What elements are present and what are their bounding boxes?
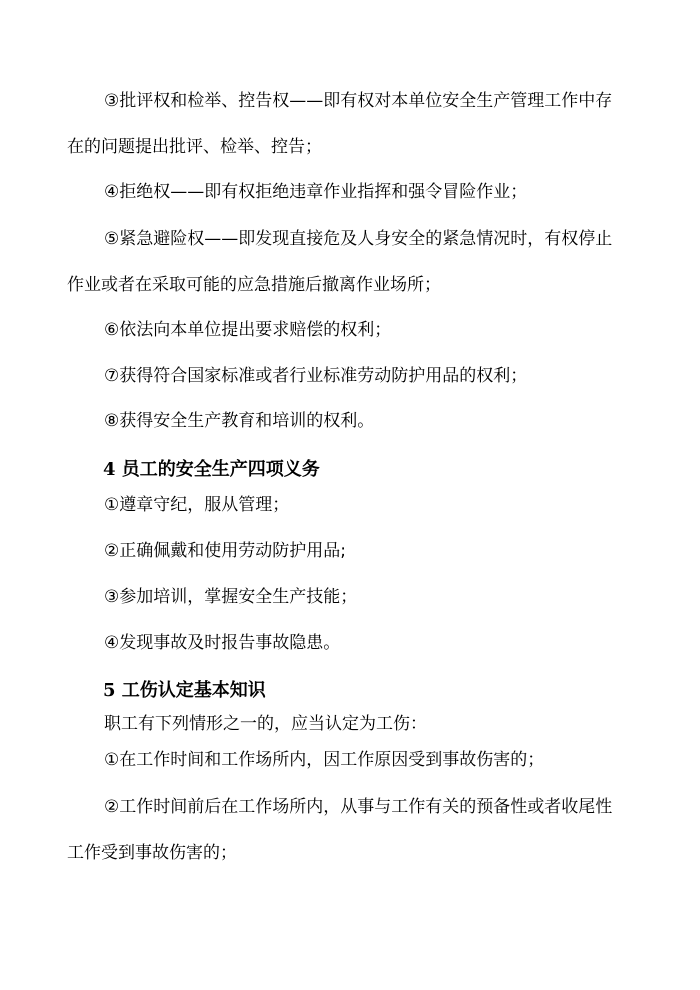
section5-heading: 5 工伤认定基本知识 [103, 680, 266, 701]
right7-line: ⑦获得符合国家标准或者行业标准劳动防护用品的权利； [104, 366, 528, 386]
right3-line2: 在的问题提出批评、检举、控告； [67, 137, 322, 157]
section5-item-1: ①在工作时间和工作场所内，因工作原因受到事故伤害的； [104, 750, 545, 770]
right5-line2: 作业或者在采取可能的应急措施后撤离作业场所； [67, 275, 441, 295]
right8-line: ⑧获得安全生产教育和培训的权利。 [104, 411, 375, 431]
section4-item-3: ③参加培训，掌握安全生产技能； [104, 587, 358, 607]
section5-item-2-line2: 工作受到事故伤害的； [67, 843, 237, 863]
section5-item-2-line1: ②工作时间前后在工作场所内，从事与工作有关的预备性或者收尾性 [104, 797, 613, 817]
right4-line: ④拒绝权——即有权拒绝违章作业指挥和强令冒险作业； [104, 182, 528, 202]
right6-line: ⑥依法向本单位提出要求赔偿的权利； [104, 320, 392, 340]
section4-item-4: ④发现事故及时报告事故隐患。 [104, 633, 341, 653]
section4-item-1: ①遵章守纪，服从管理； [104, 495, 290, 515]
section4-heading: 4 员工的安全生产四项义务 [103, 459, 320, 480]
section4-item-2: ②正确佩戴和使用劳动防护用品; [104, 541, 346, 561]
right3-line1: ③批评权和检举、控告权——即有权对本单位安全生产管理工作中存 [104, 91, 613, 111]
right5-line1: ⑤紧急避险权——即发现直接危及人身安全的紧急情况时，有权停止 [104, 229, 613, 249]
section5-intro: 职工有下列情形之一的，应当认定为工伤： [104, 714, 427, 734]
